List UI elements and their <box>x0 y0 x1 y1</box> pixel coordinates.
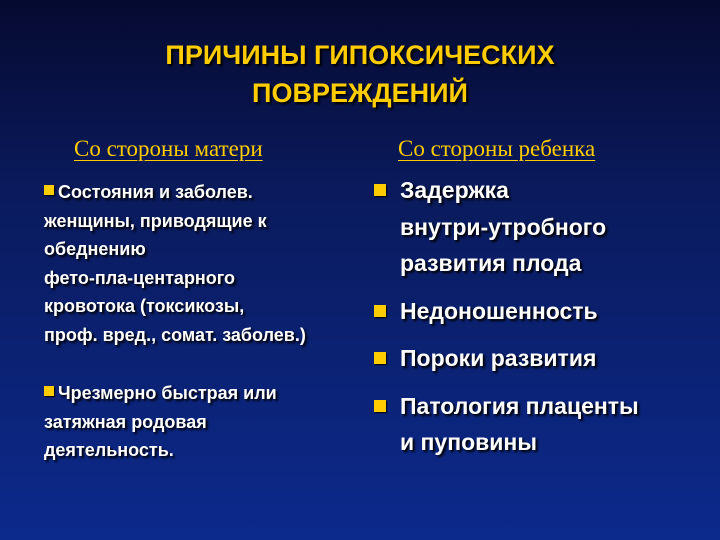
slide-title-line-1: ПРИЧИНЫ ГИПОКСИЧЕСКИХ <box>165 40 555 70</box>
maternal-cause-line: деятельность. <box>44 440 174 460</box>
child-cause-line: Пороки развития <box>400 345 597 371</box>
child-cause-item <box>372 172 692 282</box>
maternal-cause-line: кровотока (токсикозы, <box>44 296 245 316</box>
child-cause-item <box>372 293 692 330</box>
maternal-cause-line: Состояния и заболев. <box>44 178 364 207</box>
square-bullet-icon <box>44 185 54 195</box>
child-causes-list <box>372 172 692 472</box>
child-cause-line: развития плода <box>400 250 582 276</box>
maternal-cause-line: затяжная родовая <box>44 411 207 432</box>
maternal-cause-line: женщины, приводящие к <box>44 210 267 231</box>
square-bullet-icon <box>374 305 386 317</box>
maternal-cause-line: обеднению <box>44 239 146 259</box>
child-causes-heading: Со стороны ребенка <box>398 136 596 161</box>
slide-title <box>60 36 660 112</box>
square-bullet-icon <box>374 352 386 364</box>
child-cause-line: Патология плаценты <box>400 392 639 419</box>
maternal-cause-line: проф. вред., сомат. заболев.) <box>44 324 306 345</box>
square-bullet-icon <box>374 400 386 412</box>
maternal-cause-line: фето-пла-центарного <box>44 267 236 288</box>
child-cause-line: внутри-утробного <box>400 213 607 240</box>
maternal-cause-line: Чрезмерно быстрая или <box>44 379 364 408</box>
slide-title-line-2: ПОВРЕЖДЕНИЙ <box>252 78 468 108</box>
maternal-cause-item <box>44 379 364 465</box>
child-cause-line: Недоношенность <box>400 297 598 324</box>
maternal-causes-list <box>44 178 364 465</box>
maternal-causes-heading: Со стороны матери <box>74 136 263 161</box>
child-cause-line: Задержка <box>400 177 509 203</box>
child-cause-line: и пуповины <box>400 429 537 455</box>
child-cause-item <box>372 388 692 461</box>
square-bullet-icon <box>44 386 54 396</box>
child-cause-item <box>372 340 692 377</box>
square-bullet-icon <box>374 184 386 196</box>
maternal-cause-item <box>44 178 364 349</box>
